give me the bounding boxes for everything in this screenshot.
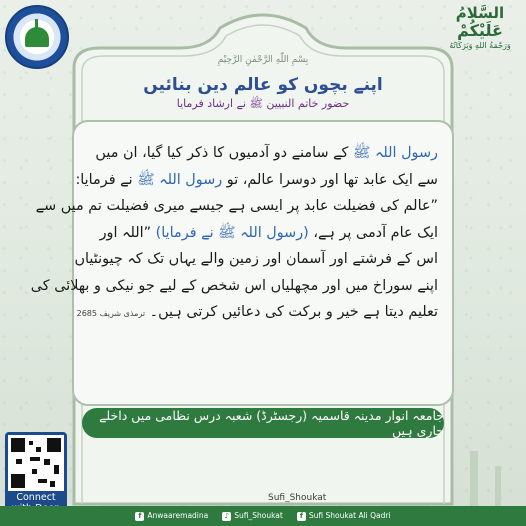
- salam-line2: عَلَيْكُمْ: [457, 21, 503, 40]
- qr-caption-line1: Connect: [16, 492, 56, 503]
- hadith-line: ”عالم کی فضیلت عابد پر ایسی ہے جیسے میری فضیلت تم میں سے: [35, 198, 438, 214]
- hadith-line: [75, 167, 438, 194]
- hadith-line: [76, 299, 438, 328]
- hadith-highlight: رسول اللہ ﷺ: [137, 171, 223, 188]
- hadith-line: اپنے سوراخ میں اور مچھلیاں اس شخص کے لیے جو نیکی و بھلائی کی: [30, 277, 438, 294]
- poster-subtitle: حضور خاتم النبیین ﷺ نے ارشاد فرمایا: [176, 97, 350, 110]
- hadith-text-box: [30, 120, 454, 406]
- facebook-icon: f: [135, 512, 144, 521]
- salam-calligraphy: [440, 4, 520, 51]
- hadith-text: تعلیم دیتا ہے خیر و برکت کی دعائیں کرتی ہیں۔: [149, 304, 438, 320]
- hadith-text: نے فرمایا:: [75, 171, 138, 188]
- hadith-text: کے سامنے دو آدمیوں کا ذکر کیا گیا، ان میں: [95, 145, 353, 161]
- footer-item-anwaaremadina[interactable]: f Anwaaremadina: [135, 511, 208, 521]
- facebook-icon: f: [297, 512, 306, 521]
- tiktok-icon: ♪: [222, 512, 231, 521]
- social-footer: [0, 506, 526, 526]
- signature: Sufi_Shoukat: [268, 493, 327, 503]
- footer-item-sufi-shoukat[interactable]: ♪ Sufi_Shoukat: [222, 511, 283, 521]
- dome-icon: [25, 27, 49, 47]
- salam-line3: وَرَحْمَةُ اللهِ وَبَرَكَاتُهُ: [449, 41, 511, 50]
- footer-item-sufi-shoukat-ali-qadri[interactable]: f Sufi Shoukat Ali Qadri: [297, 511, 391, 521]
- hadith-highlight: رسول اللہ ﷺ: [352, 145, 438, 161]
- hadith-line: [88, 140, 438, 167]
- hadith-line: اس کے فرشتے اور آسمان اور زمین والے یہاں تک کہ چیونٹیاں: [74, 251, 438, 267]
- bismillah: بِسْمِ اللّٰهِ الرَّحْمٰنِ الرَّحِيْمِ: [217, 55, 309, 65]
- hadith-text: ”اللہ اور: [99, 224, 156, 241]
- admission-banner: جامعہ انوار مدینہ قاسمیہ (رجسٹرڈ) شعبہ درس نظامی میں داخلے جاری ہیں: [82, 408, 444, 438]
- hadith-reference: ترمذی شریف 2685: [76, 309, 146, 318]
- hadith-text: ایک عام آدمی پر ہے،: [308, 224, 438, 241]
- hadith-line: [88, 220, 438, 247]
- salam-line1: السَّلامُ: [455, 4, 505, 22]
- hadith-text: سے ایک عابد تھا اور دوسرا عالم، تو: [222, 171, 438, 188]
- qr-code[interactable]: [8, 435, 64, 491]
- poster-title: اپنے بچوں کو عالم دین بنائیں: [143, 75, 383, 95]
- hadith-highlight: (رسول اللہ ﷺ نے فرمایا): [155, 224, 309, 241]
